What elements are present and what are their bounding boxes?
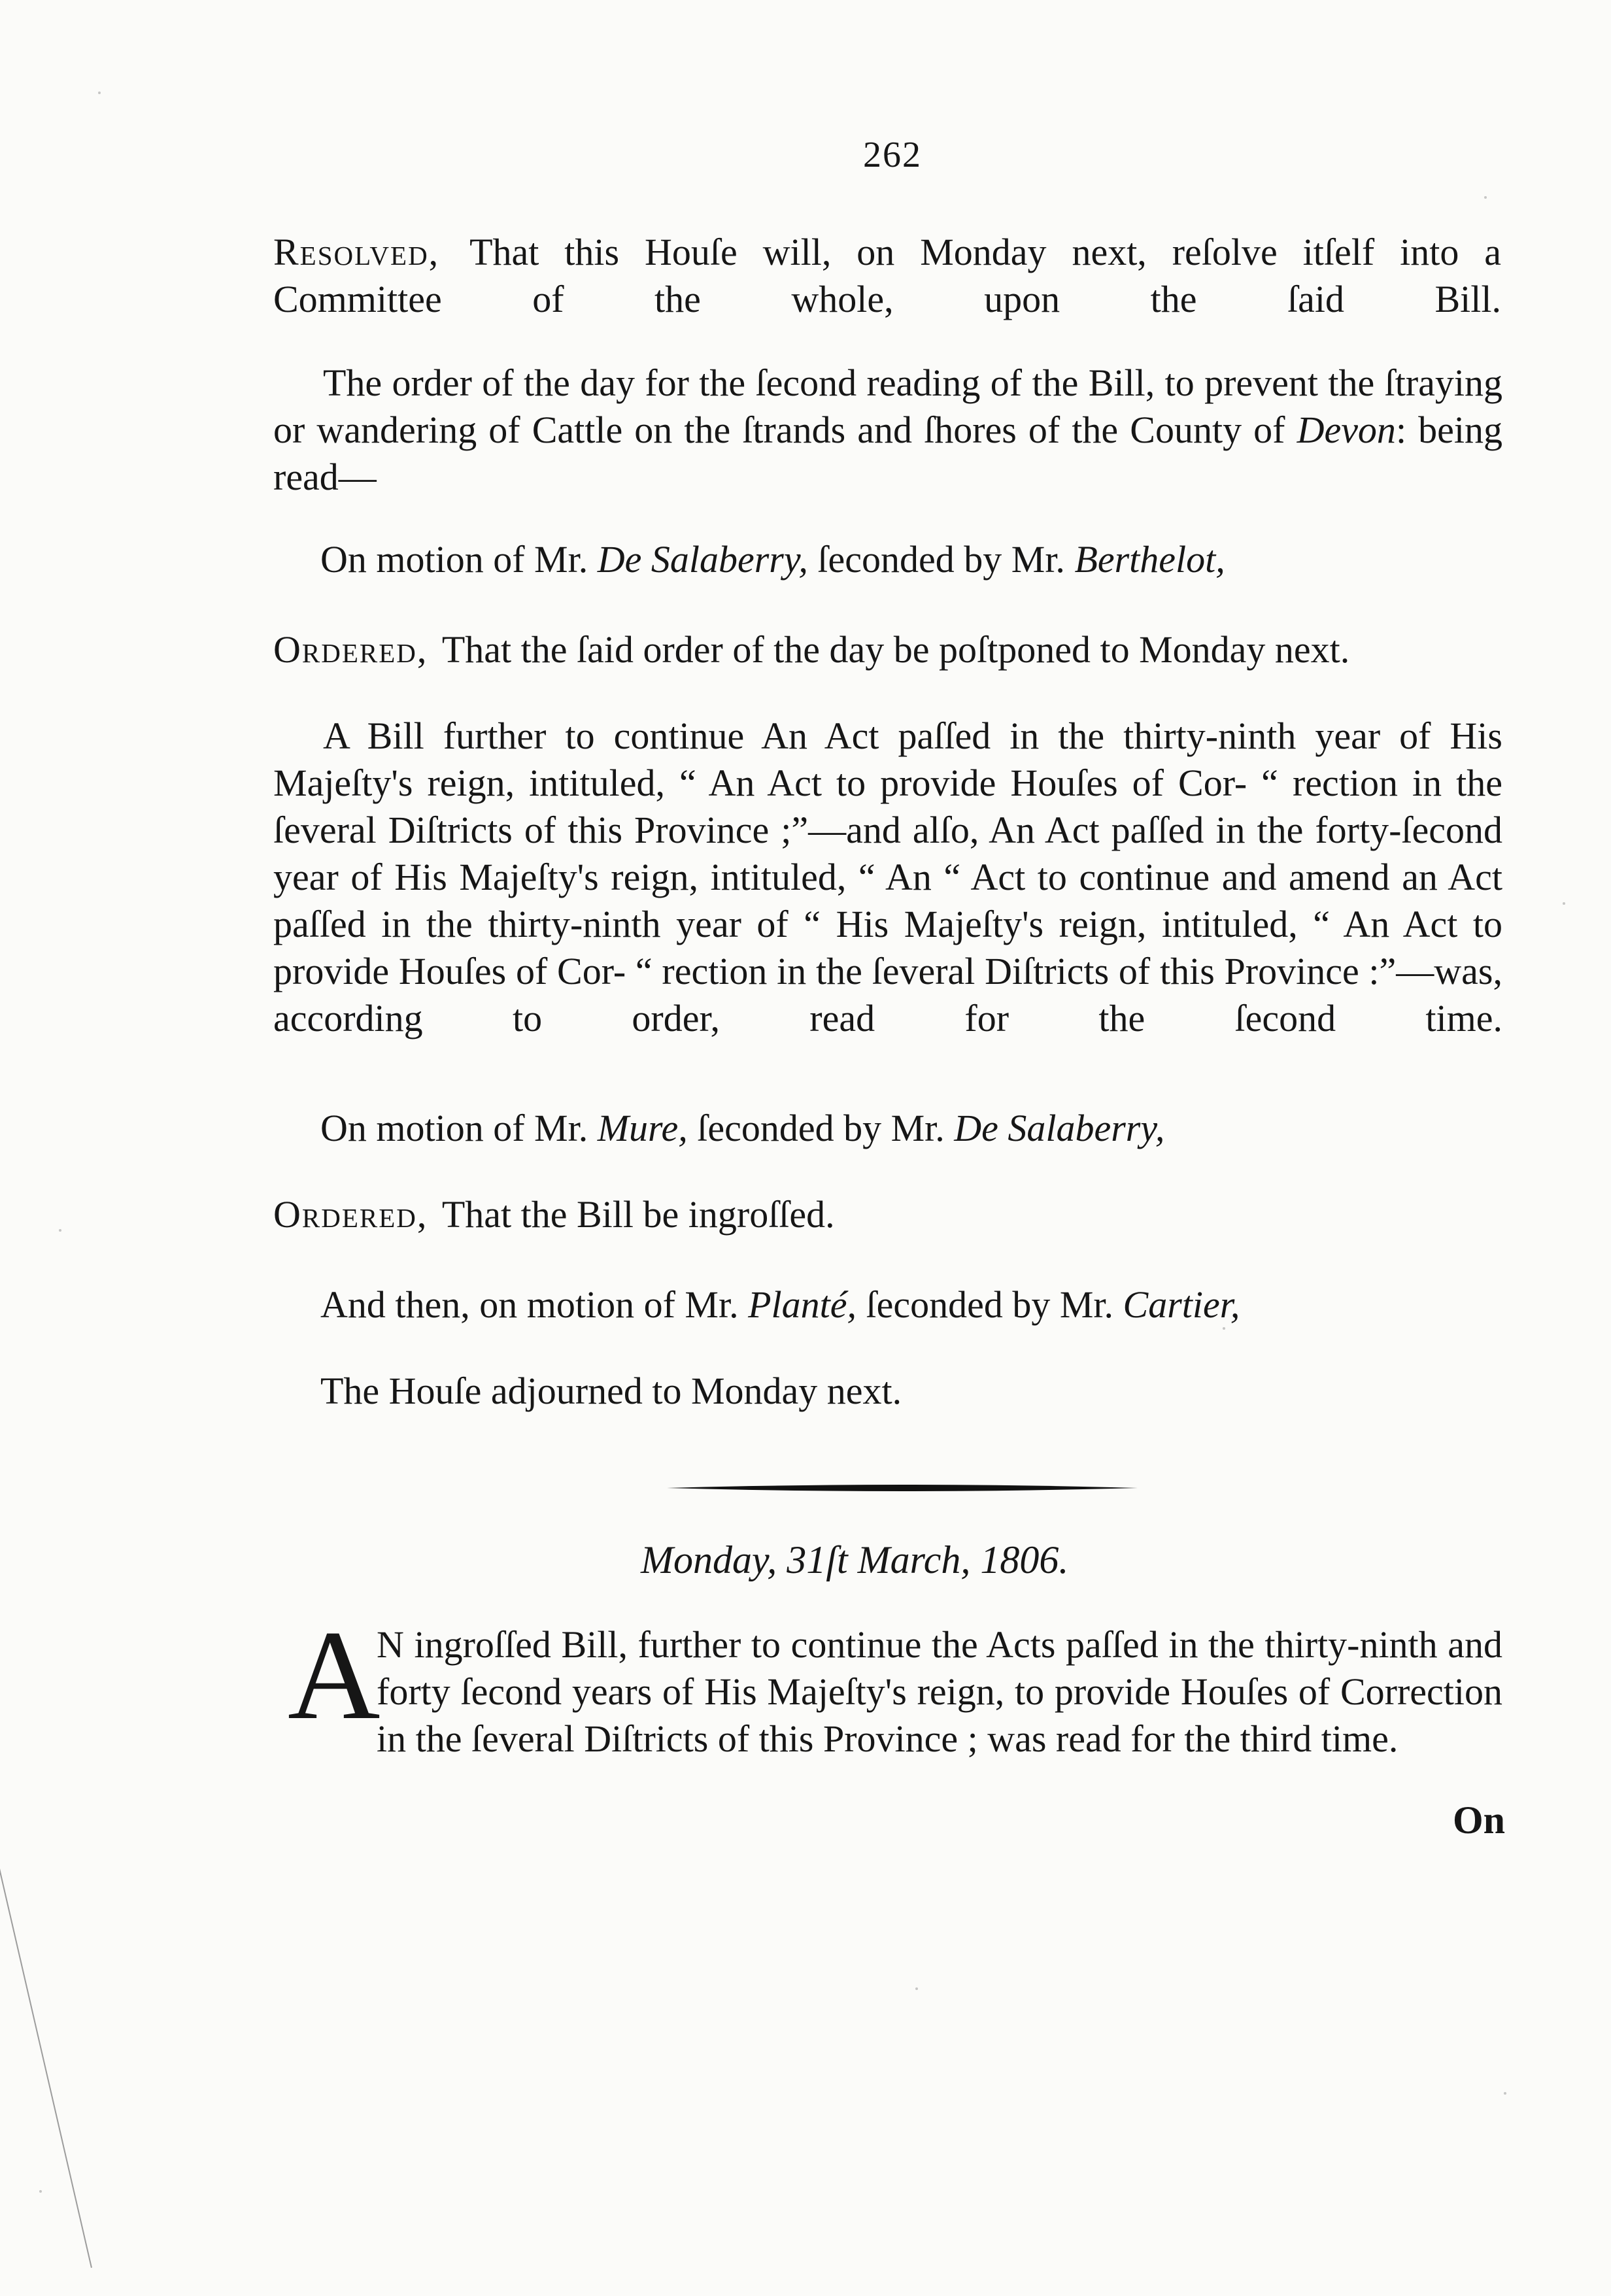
paper-speck	[59, 1229, 61, 1232]
order-of-day-tail: : being read—	[273, 409, 1502, 498]
motion-paragraph	[320, 536, 1497, 583]
ordered-label: Ordered,	[273, 1193, 428, 1236]
mover-name: Planté,	[748, 1283, 856, 1326]
seconded-text: ſeconded by Mr.	[817, 538, 1065, 581]
paper-speck	[1563, 902, 1565, 905]
seconder-name: De Salaberry,	[954, 1107, 1165, 1149]
stray-mark	[0, 1707, 92, 2268]
seconder-name: Cartier,	[1123, 1283, 1240, 1326]
bill-paragraph	[273, 713, 1502, 1042]
resolution-paragraph	[273, 229, 1501, 323]
seconder-name: Berthelot,	[1074, 538, 1225, 581]
county-name: Devon	[1297, 409, 1396, 451]
seconded-text: ſeconded by Mr.	[866, 1283, 1114, 1326]
motion-paragraph	[320, 1105, 1497, 1152]
drop-cap: A	[288, 1604, 381, 1746]
bill-text: A Bill further to continue An Act paſſed in the thirty-ninth year of His Majeſty's reign, intituled, “ An Act to provide Houſes of Cor- “ rection in the ſeveral Diſtricts of this Province ;”—and alſo, An Act paſſed in the forty-ſecond year of His Majeſty's reign, intituled, “ An “ Act to continue and amend an Act paſſed in the thirty-ninth year of “ His Majeſty's reign, intituled, “ An Act to provide Houſes of Cor- “ rection in the ſeveral Diſtricts of this Province :”—was, according to order, read for the ſecond time.	[273, 715, 1502, 1039]
swelled-rule	[667, 1483, 1138, 1493]
motion-text: On motion of Mr.	[320, 1107, 588, 1149]
paper-speck	[98, 92, 101, 94]
motion-paragraph	[320, 1281, 1497, 1328]
mover-name: De Salaberry,	[597, 538, 808, 581]
motion-text: On motion of Mr.	[320, 538, 588, 581]
order-of-day-text: The order of the day for the ſecond reading of the Bill, to prevent the ſtraying or wandering of Cattle on the ſtrands and ſhores of the County of	[273, 362, 1502, 451]
adjournment-paragraph	[320, 1368, 1497, 1415]
page-number: 262	[863, 135, 922, 175]
adjournment-text: The Houſe adjourned to Monday next.	[320, 1370, 902, 1412]
dateline: Monday, 31ſt March, 1806.	[641, 1538, 1069, 1581]
final-text: N ingroſſed Bill, further to continue the Acts paſſed in the thirty-ninth and forty ſecond years of His Majeſty's reign, to provide Houſes of Correction in the ſeveral Diſtricts of this Province ; was read for the third time.	[377, 1623, 1502, 1760]
ordered-label: Ordered,	[273, 628, 428, 671]
order-text: That the ſaid order of the day be poſtponed to Monday next.	[441, 628, 1350, 671]
paper-speck	[1484, 196, 1487, 199]
order-paragraph	[273, 1191, 1502, 1238]
order-paragraph	[273, 626, 1502, 673]
paper-speck	[39, 2190, 42, 2193]
order-text: That the Bill be ingroſſed.	[441, 1193, 835, 1236]
seconded-text: ſeconded by Mr.	[697, 1107, 945, 1149]
catchword: On	[1453, 1798, 1506, 1842]
mover-name: Mure,	[597, 1107, 688, 1149]
final-paragraph	[377, 1621, 1502, 1763]
resolution-text: That this Houſe will, on Monday next, reſolve itſelf into a Committee of the whole, upon the ſaid Bill.	[273, 231, 1501, 320]
order-of-day-paragraph	[273, 360, 1502, 501]
motion-text: And then, on motion of Mr.	[320, 1283, 739, 1326]
paper-speck	[1504, 2092, 1506, 2095]
resolved-label: Resolved,	[273, 231, 440, 273]
paper-speck	[915, 1987, 918, 1990]
